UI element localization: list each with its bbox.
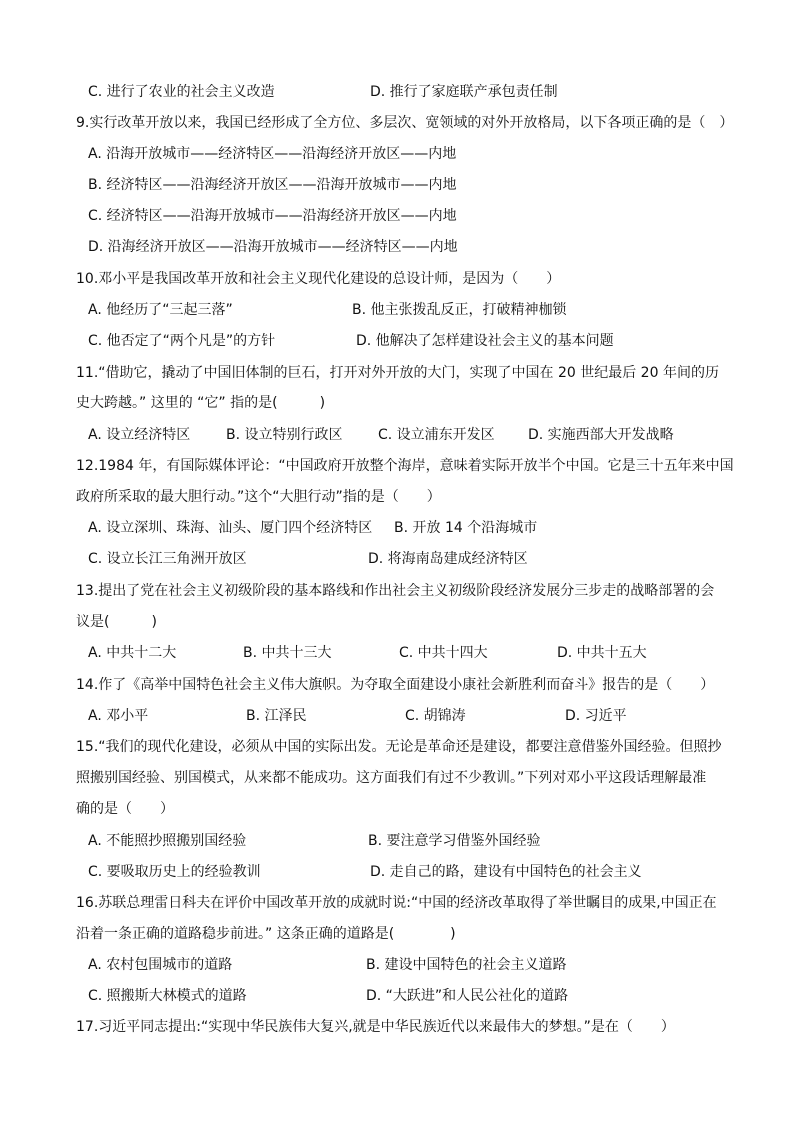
q13-option-d: D. 中共十五大 [557, 645, 647, 661]
q10-option-c: C. 他否定了“两个凡是”的方针 [88, 333, 276, 349]
q14-option-b: B. 江泽民 [246, 708, 307, 724]
q9-option-b: B. 经济特区——沿海经济开放区——沿海开放城市——内地 [88, 177, 457, 193]
q14-option-c: C. 胡锦涛 [405, 708, 466, 724]
q10-option-a: A. 他经历了“三起三落” [88, 302, 233, 318]
q16-option-c: C. 照搬斯大林模式的道路 [88, 988, 247, 1004]
q9-stem: 9.实行改革开放以来，我国已经形成了全方位、多层次、宽领域的对外开放格局，以下各项正确的是（ ） [76, 115, 734, 131]
q14-option-d: D. 习近平 [565, 708, 627, 724]
q13-option-c: C. 中共十四大 [399, 645, 488, 661]
q13-option-b: B. 中共十三大 [243, 645, 332, 661]
q12-stem-line1: 12.1984 年，有国际媒体评论：“中国政府开放整个海岸，意味着实际开放半个中国。它是三十五年来中国 [76, 458, 734, 474]
q15-option-c: C. 要吸取历史上的经验教训 [88, 864, 261, 880]
q16-stem-line2: 沿着一条正确的道路稳步前进。” 这条正确的道路是( ) [76, 926, 456, 942]
q8-option-d: D. 推行了家庭联产承包责任制 [370, 84, 558, 100]
q8-option-c: C. 进行了农业的社会主义改造 [88, 84, 275, 100]
q13-stem-line1: 13.提出了党在社会主义初级阶段的基本路线和作出社会主义初级阶段经济发展分三步走的战略部署的会 [76, 583, 715, 599]
q9-option-a: A. 沿海开放城市——经济特区——沿海经济开放区——内地 [88, 146, 457, 162]
q10-stem: 10.邓小平是我国改革开放和社会主义现代化建设的总设计师，是因为（ ） [76, 271, 561, 287]
q11-option-b: B. 设立特别行政区 [226, 427, 343, 443]
q9-option-c: C. 经济特区——沿海开放城市——沿海经济开放区——内地 [88, 208, 457, 224]
q15-stem-line3: 确的是（ ） [76, 801, 174, 817]
q16-option-b: B. 建设中国特色的社会主义道路 [366, 957, 567, 973]
q11-option-d: D. 实施西部大开发战略 [528, 427, 674, 443]
q11-stem-line2: 史大跨越。” 这里的 “它” 指的是( ) [76, 395, 326, 411]
q16-option-a: A. 农村包围城市的道路 [88, 957, 233, 973]
q11-option-a: A. 设立经济特区 [88, 427, 191, 443]
q10-option-b: B. 他主张拨乱反正，打破精神枷锁 [352, 302, 567, 318]
q15-stem-line2: 照搬别国经验、别国模式，从来都不能成功。这方面我们有过不少教训。”下列对邓小平这段话理解最准 [76, 770, 707, 786]
q10-option-d: D. 他解决了怎样建设社会主义的基本问题 [356, 333, 614, 349]
q12-option-c: C. 设立长江三角洲开放区 [88, 551, 247, 567]
q14-option-a: A. 邓小平 [88, 708, 149, 724]
q15-option-d: D. 走自己的路，建设有中国特色的社会主义 [370, 864, 642, 880]
q15-option-b: B. 要注意学习借鉴外国经验 [368, 833, 541, 849]
q15-stem-line1: 15.“我们的现代化建设，必须从中国的实际出发。无论是革命还是建设，都要注意借鉴外国经验。但照抄 [76, 739, 722, 755]
q11-option-c: C. 设立浦东开发区 [378, 427, 495, 443]
q12-option-a: A. 设立深圳、珠海、汕头、厦门四个经济特区 [88, 520, 373, 536]
q12-option-b: B. 开放 14 个沿海城市 [394, 520, 538, 536]
q13-stem-line2: 议是( ) [76, 614, 157, 630]
q12-option-d: D. 将海南岛建成经济特区 [368, 551, 528, 567]
q17-stem: 17.习近平同志提出:“实现中华民族伟大复兴,就是中华民族近代以来最伟大的梦想。”是在（ ） [76, 1019, 675, 1035]
q11-stem-line1: 11.“借助它，撬动了中国旧体制的巨石，打开对外开放的大门，实现了中国在 20 世纪最后 20 年间的历 [76, 365, 719, 381]
q12-stem-line2: 政府所采取的最大胆行动。”这个“大胆行动”指的是（ ） [76, 489, 441, 505]
q16-stem-line1: 16.苏联总理雷日科夫在评价中国改革开放的成就时说:“中国的经济改革取得了举世瞩目的成果,中国正在 [76, 895, 717, 911]
q14-stem: 14.作了《高举中国特色社会主义伟大旗帜。为夺取全面建设小康社会新胜利而奋斗》报告的是（ ） [76, 677, 715, 693]
q13-option-a: A. 中共十二大 [88, 645, 177, 661]
q9-option-d: D. 沿海经济开放区——沿海开放城市——经济特区——内地 [88, 239, 458, 255]
q15-option-a: A. 不能照抄照搬别国经验 [88, 833, 247, 849]
q16-option-d: D. “大跃进”和人民公社化的道路 [366, 988, 569, 1004]
